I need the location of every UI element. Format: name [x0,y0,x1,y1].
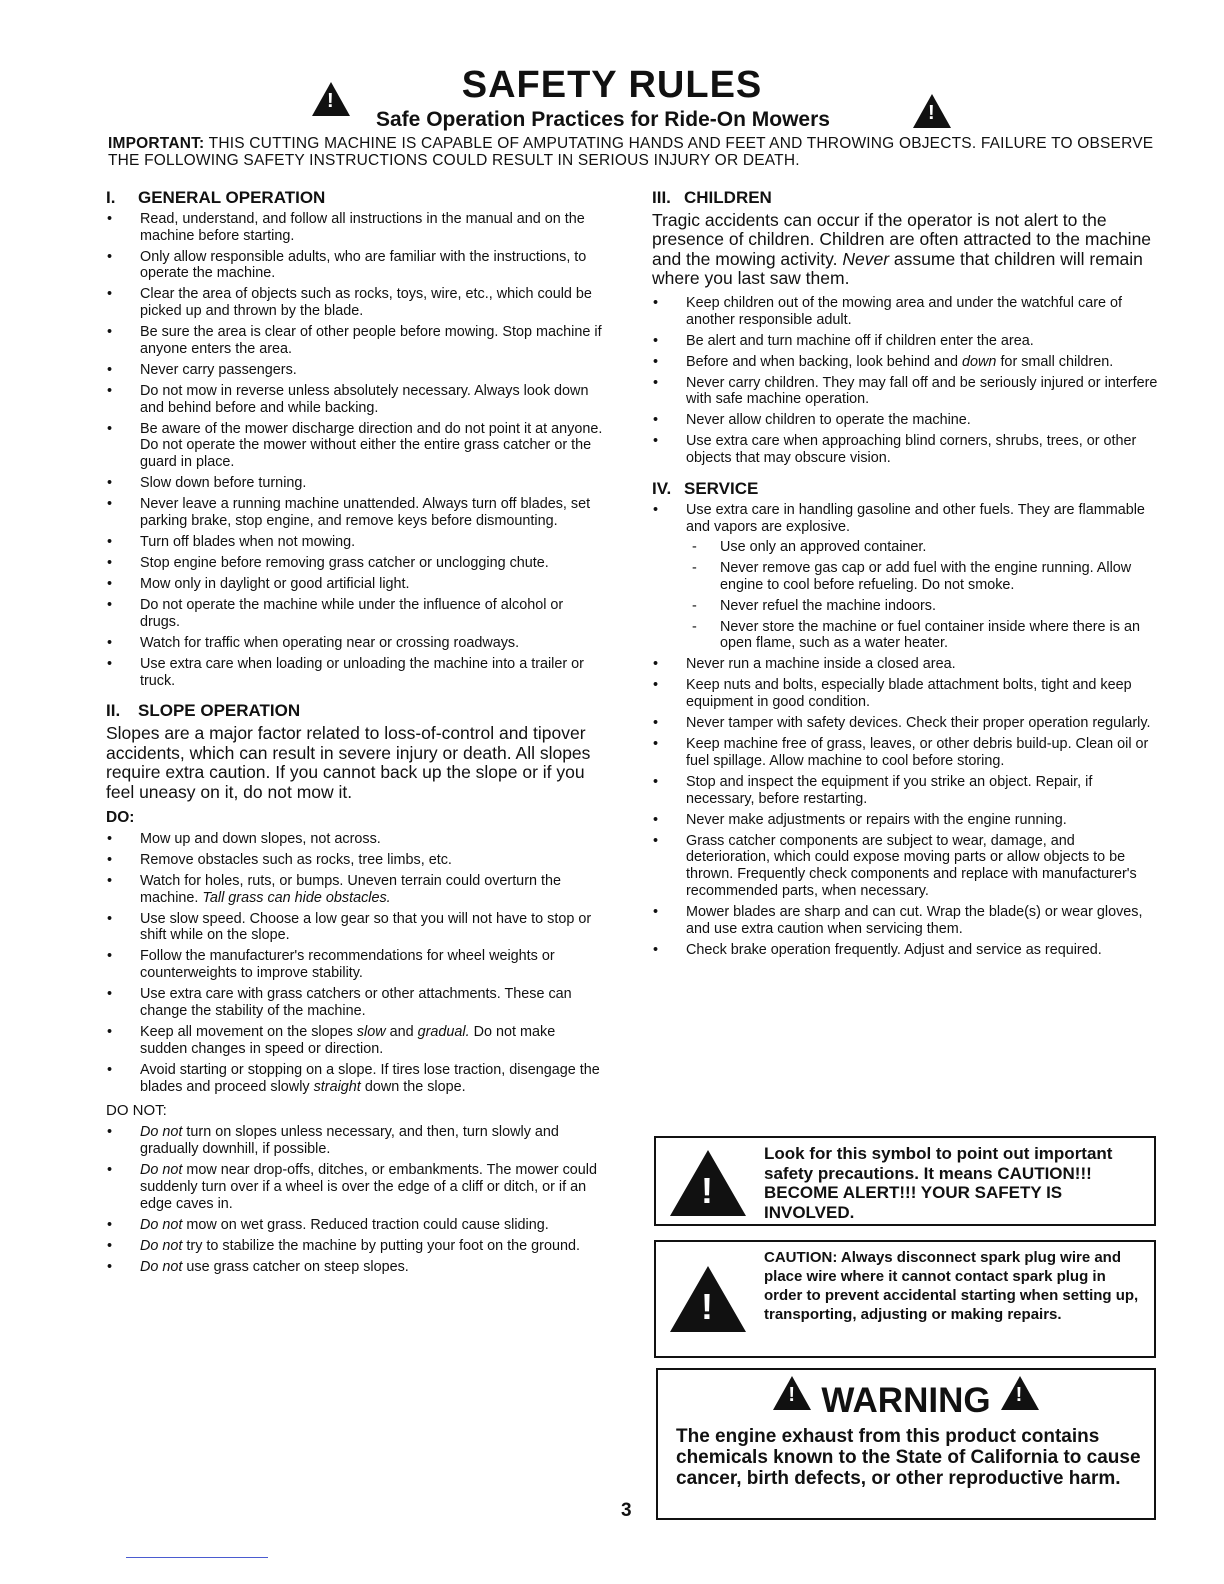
section-heading-slope [106,703,606,720]
list-item: • Remove obstacles such as rocks, tree limbs, etc. [106,852,606,869]
list-item: • Slow down before turning. [106,475,606,492]
list-item: • Keep nuts and bolts, especially blade attachment bolts, tight and keep equipment in good condition. [652,677,1160,711]
list-item: • Keep all movement on the slopes slow and gradual. Do not make sudden changes in speed or direction. [106,1024,606,1058]
children-intro: Tragic accidents can occur if the operator is not alert to the presence of children. Children are often attracted to the machine and the mowing activity. Never assume that children will remain where you last saw them. [652,209,1152,289]
important-text: THIS CUTTING MACHINE IS CAPABLE OF AMPUTATING HANDS AND FEET AND THROWING OBJECTS. FAILURE TO OBSERVE THE FOLLOWING SAFETY INSTRUCTIONS COULD RESULT IN SERIOUS INJURY OR DEATH. [108,135,1154,169]
caution-text: CAUTION: Always disconnect spark plug wire and place wire where it cannot contact spark plug in order to prevent accidental starting when setting up, transporting, adjusting or making repairs. [764,1249,1139,1323]
warning-triangle-icon [913,94,951,128]
warning-box [656,1368,1156,1520]
page-title: SAFETY RULES [461,64,763,106]
warning-title [658,1376,1154,1421]
section-number: I. [106,188,116,207]
do-list [106,831,606,1095]
list-item: • Do not mow on wet grass. Reduced traction could cause sliding. [106,1217,606,1234]
list-item: • Do not mow near drop-offs, ditches, or embankments. The mower could suddenly turn over if a wheel is over the edge of a cliff or ditch, or if an edge caves in. [106,1162,606,1212]
warning-triangle-icon [670,1266,746,1332]
list-item: • Stop and inspect the equipment if you strike an object. Repair, if necessary, before restarting. [652,774,1160,808]
do-not-list [106,1124,606,1275]
section-heading-service [652,478,1160,498]
sub-list-item: - Never store the machine or fuel container inside where there is an open flame, such as a water heater. [652,619,1160,653]
service-list [652,502,1160,959]
footer-rule [126,1557,268,1558]
list-item: • Check brake operation frequently. Adjust and service as required. [652,942,1160,959]
symbol-notice-text: Look for this symbol to point out important safety precautions. It means CAUTION!!! BECOME ALERT!!! YOUR SAFETY IS INVOLVED. [764,1144,1113,1222]
caution-box [654,1240,1156,1358]
section-number: II. [106,701,121,721]
section-number: III. [652,188,671,207]
list-item: • Do not mow in reverse unless absolutely necessary. Always look down and behind before and while backing. [106,383,606,417]
list-item: • Follow the manufacturer's recommendations for wheel weights or counterweights to improve stability. [106,948,606,982]
sub-list-item: - Never remove gas cap or add fuel with the engine running. Allow engine to cool before refueling. Do not smoke. [652,560,1160,594]
list-item: • Mow up and down slopes, not across. [106,831,606,848]
section-heading-children [652,190,1160,207]
list-item: • Never allow children to operate the machine. [652,412,1160,429]
list-item: • Use extra care when loading or unloading the machine into a trailer or truck. [106,656,606,690]
page-subtitle: Safe Operation Practices for Ride-On Mowers [376,108,830,131]
sub-list-item: - Use only an approved container. [652,539,1160,556]
section-title: SERVICE [684,478,759,498]
page-number: 3 [621,1500,632,1521]
section-number: IV. [652,478,672,498]
list-item: • Never leave a running machine unattended. Always turn off blades, set parking brake, stop engine, and remove keys before dismounting. [106,496,606,530]
important-label: IMPORTANT: [108,135,205,152]
section-heading-general [106,190,606,207]
list-item: • Use extra care in handling gasoline and other fuels. They are flammable and vapors are explosive. [652,502,1160,536]
list-item: • Use extra care when approaching blind corners, shrubs, trees, or other objects that may obscure vision. [652,433,1160,467]
list-item: • Watch for holes, ruts, or bumps. Uneven terrain could overturn the machine. Tall grass can hide obstacles. [106,873,606,907]
list-item: • Mow only in daylight or good artificial light. [106,576,606,593]
list-item: • Do not try to stabilize the machine by putting your foot on the ground. [106,1238,606,1255]
do-not-label: DO NOT: [106,1102,167,1120]
sub-list-item: - Never refuel the machine indoors. [652,598,1160,615]
list-item: • Keep children out of the mowing area and under the watchful care of another responsible adult. [652,295,1160,329]
list-item: • Keep machine free of grass, leaves, or other debris build-up. Clean oil or fuel spillage. Allow machine to cool before storing. [652,736,1160,770]
general-list [106,211,606,690]
list-item: • Do not turn on slopes unless necessary, and then, turn slowly and gradually downhill, if possible. [106,1124,606,1158]
list-item: • Be aware of the mower discharge direction and do not point it at anyone. Do not operate the mower without either the entire grass catcher or the guard in place. [106,421,606,471]
left-column [106,190,606,1280]
list-item: • Watch for traffic when operating near or crossing roadways. [106,635,606,652]
list-item: • Be alert and turn machine off if children enter the area. [652,333,1160,350]
list-item: • Only allow responsible adults, who are familiar with the instructions, to operate the machine. [106,249,606,283]
list-item: • Clear the area of objects such as rocks, toys, wire, etc., which could be picked up and thrown by the blade. [106,286,606,320]
list-item: • Never tamper with safety devices. Check their proper operation regularly. [652,715,1160,732]
important-notice [108,135,1160,169]
warning-text: The engine exhaust from this product contains chemicals known to the State of California to cause cancer, birth defects, or other reproductive harm. [676,1426,1141,1489]
section-title: SLOPE OPERATION [138,701,301,721]
list-item: • Never run a machine inside a closed area. [652,656,1160,673]
children-list [652,295,1160,467]
list-item: • Use extra care with grass catchers or other attachments. These can change the stability of the machine. [106,986,606,1020]
list-item: • Do not operate the machine while under the influence of alcohol or drugs. [106,597,606,631]
do-label: DO: [106,809,135,827]
list-item: • Before and when backing, look behind and down for small children. [652,354,1160,371]
section-title: CHILDREN [684,188,772,207]
warning-triangle-icon [1001,1376,1039,1410]
warning-title-text: WARNING [821,1381,991,1420]
symbol-notice-box [654,1136,1156,1226]
list-item: • Use slow speed. Choose a low gear so that you will not have to stop or shift while on the slope. [106,911,606,945]
list-item: • Stop engine before removing grass catcher or unclogging chute. [106,555,606,572]
slope-intro: Slopes are a major factor related to loss-of-control and tipover accidents, which can result in severe injury or death. All slopes require extra caution. If you cannot back up the slope or if you feel uneasy on it, do not mow it. [106,723,591,802]
right-column [652,190,1160,963]
warning-triangle-icon [670,1150,746,1216]
list-item: • Be sure the area is clear of other people before mowing. Stop machine if anyone enters the area. [106,324,606,358]
list-item: • Read, understand, and follow all instructions in the manual and on the machine before starting. [106,211,606,245]
list-item: • Mower blades are sharp and can cut. Wrap the blade(s) or wear gloves, and use extra caution when servicing them. [652,904,1160,938]
warning-triangle-icon [773,1376,811,1410]
list-item: • Never make adjustments or repairs with the engine running. [652,812,1160,829]
list-item: • Never carry children. They may fall off and be seriously injured or interfere with safe machine operation. [652,375,1160,409]
section-title: GENERAL OPERATION [138,188,326,207]
list-item: • Do not use grass catcher on steep slopes. [106,1259,606,1276]
list-item: • Avoid starting or stopping on a slope. If tires lose traction, disengage the blades and proceed slowly straight down the slope. [106,1062,606,1096]
list-item: • Never carry passengers. [106,362,606,379]
list-item: • Turn off blades when not mowing. [106,534,606,551]
list-item: • Grass catcher components are subject to wear, damage, and deterioration, which could expose moving parts or allow objects to be thrown. Frequently check components and replace with manufacturer's recommended parts, when necessary. [652,833,1160,900]
